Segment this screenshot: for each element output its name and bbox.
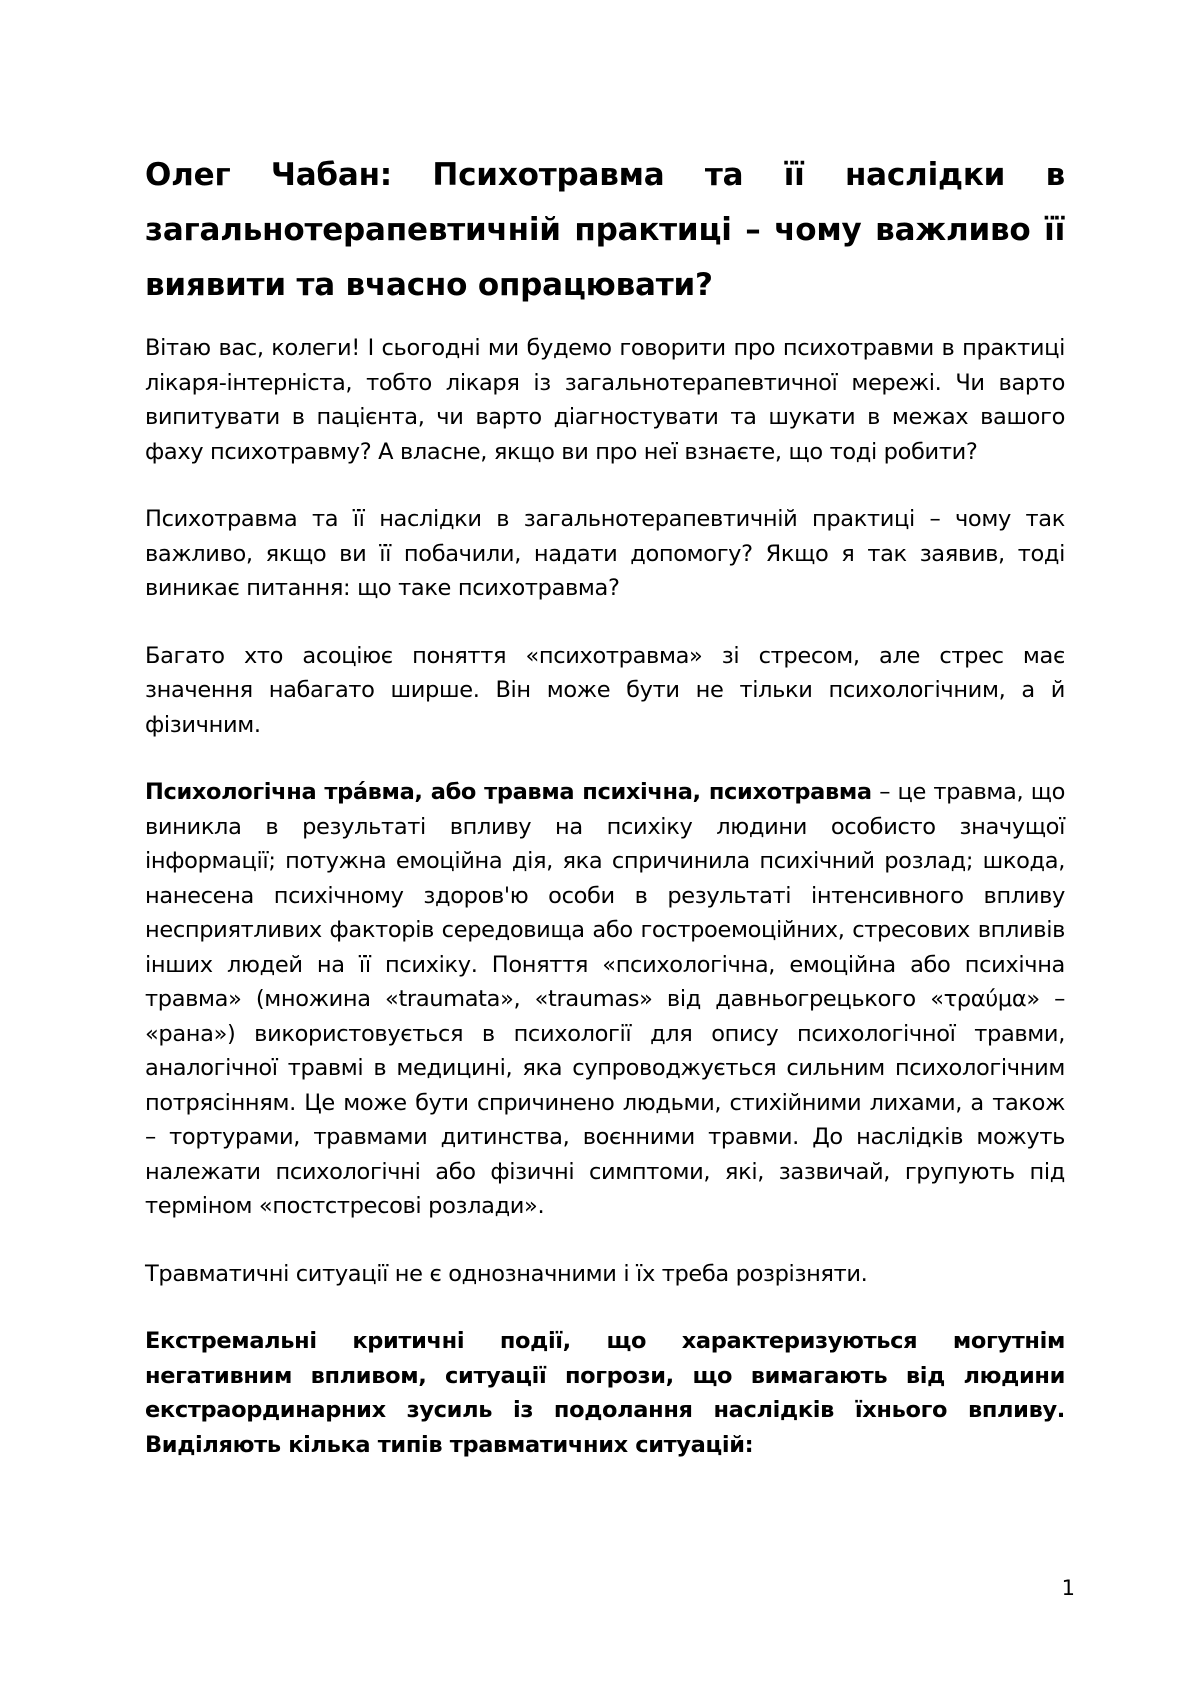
paragraph-extreme-events: Екстремальні критичні події, що характеризуються могутнім негативним впливом, ситуації погрози, що вимагають від людини екстраординарних зусиль із подолання наслідків їхнього впливу. Виділяють кілька типів травматичних ситуацій: <box>145 1328 1065 1458</box>
page-number: 1 <box>1061 1576 1075 1600</box>
document-title: Олег Чабан: Психотравма та її наслідки в загальнотерапевтичній практиці – чому важливо її виявити та вчасно опрацювати? <box>145 157 1065 303</box>
paragraph-situations: Травматичні ситуації не є однозначними і їх треба розрізняти. <box>145 1260 868 1287</box>
definition-text: – це травма, що виникла в результаті впливу на психіку людини особисто значущої інформації; потужна емоційна дія, яка спричинила психічний розлад; шкода, нанесена психічному здоров'ю особи в результаті інтенсивного впливу несприятливих факторів середовища або гостроемоційних, стресових впливів інших людей на її психіку. Поняття «психологічна, емоційна або психічна травма» (множина «traumata», «traumas» від давньогрецького «τραύμα» – «рана») використовується в психології для опису психологічної травми, аналогічної травмі в медицині, яка супроводжується сильним психологічним потрясінням. Це може бути спричинено людьми, стихійними лихами, а також – тортурами, травмами дитинства, воєнними травми. До наслідків можуть належати психологічні або фізичні симптоми, які, зазвичай, групують під терміном «постстресові розлади». <box>145 779 1065 1219</box>
paragraph-greeting: Вітаю вас, колеги! І сьогодні ми будемо говорити про психотравми в практиці лікаря-інтерніста, тобто лікаря із загальнотерапевтичної мережі. Чи варто випитувати в пацієнта, чи варто діагностувати та шукати в межах вашого фаху психотравму? А власне, якщо ви про неї взнаєте, що тоді робити? <box>145 335 1065 465</box>
definition-term: Психологічна тра́вма, або травма психічна, психотравма <box>145 779 872 805</box>
paragraph-question: Психотравма та її наслідки в загальнотерапевтичній практиці – чому так важливо, якщо ви її побачили, надати допомогу? Якщо я так заявив, тоді виникає питання: що таке психотравма? <box>145 506 1065 601</box>
paragraph-stress: Багато хто асоціює поняття «психотравма» зі стресом, але стрес має значення набагато ширше. Він може бути не тільки психологічним, а й фізичним. <box>145 642 1065 738</box>
paragraph-definition <box>145 775 1065 1224</box>
document-body <box>145 148 1065 1495</box>
